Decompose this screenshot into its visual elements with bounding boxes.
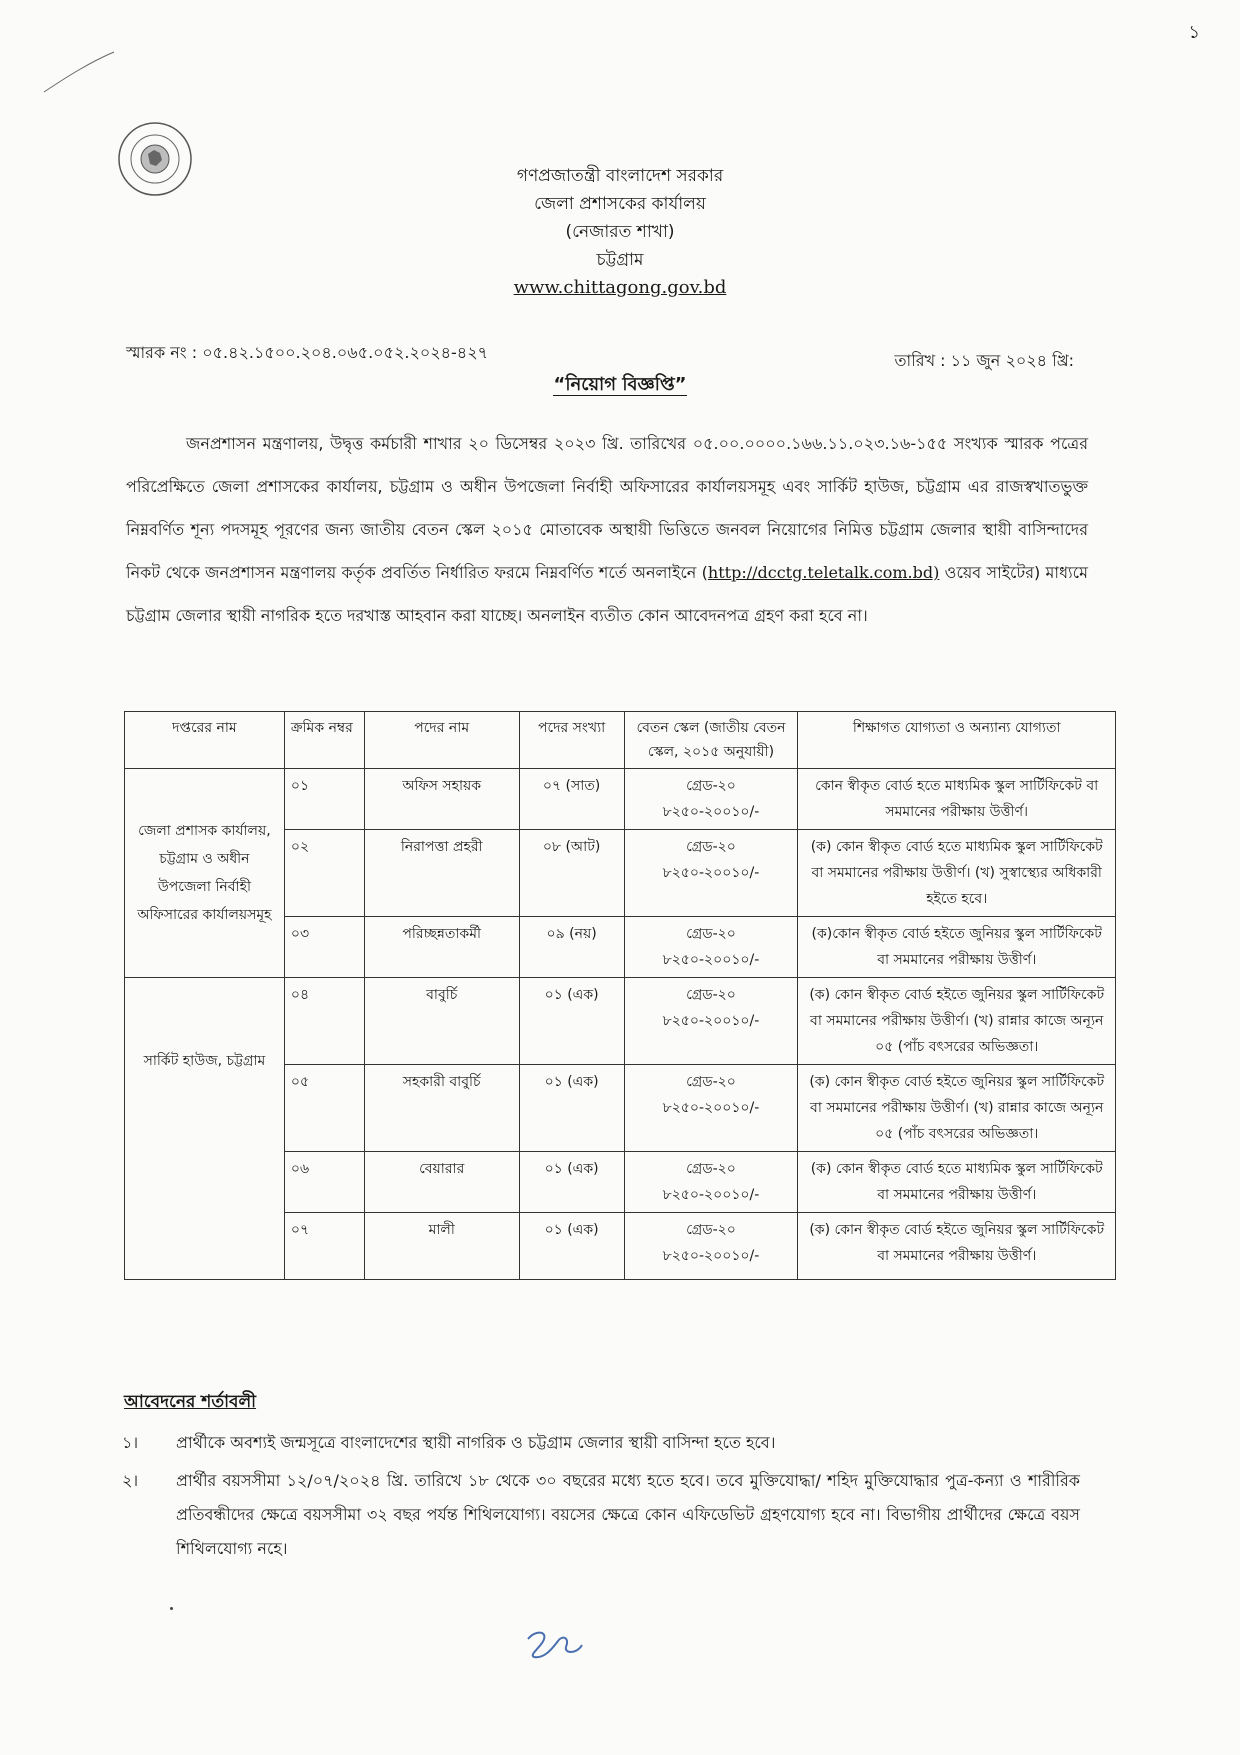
scale-cell [624,830,798,917]
pay-text: ৮২৫০-২০০১০/- [662,865,760,881]
serial-cell: ০২ [284,830,364,917]
qualification-cell: (ক) কোন স্বীকৃত বোর্ড হইতে জুনিয়র স্কুল সার্টিফিকেট বা সমমানের পরীক্ষায় উত্তীর্ণ। [798,1213,1116,1280]
post-cell: নিরাপত্তা প্রহরী [364,830,519,917]
post-cell: মালী [364,1213,519,1280]
count-cell: ০১ (এক) [519,1213,624,1280]
count-cell: ০১ (এক) [519,1065,624,1152]
header-count: পদের সংখ্যা [519,712,624,769]
pay-text: ৮২৫০-২০০১০/- [662,1187,760,1203]
condition-item [122,1464,1082,1574]
post-cell: বাবুর্চি [364,978,519,1065]
header-website-link[interactable]: www.chittagong.gov.bd [513,277,727,298]
office-name-cell: জেলা প্রশাসক কার্যালয়, চট্টগ্রাম ও অধীন উপজেলা নির্বাহী অফিসারের কার্যালয়সমূহ [125,769,285,978]
scale-cell [624,917,798,978]
serial-cell: ০৭ [284,1213,364,1280]
table-row [125,769,1116,830]
scale-cell [624,769,798,830]
header-serial: ক্রমিক নম্বর [284,712,364,769]
grade-text: গ্রেড-২০ [686,926,736,942]
pay-text: ৮২৫০-২০০১০/- [662,804,760,820]
serial-cell: ০৫ [284,1065,364,1152]
grade-text: গ্রেড-২০ [686,839,736,855]
office-name-cell: সার্কিট হাউজ, চট্টগ্রাম [125,978,285,1280]
header-office: দপ্তরের নাম [125,712,285,769]
ink-dot [170,1607,173,1610]
pen-stroke-mark [40,48,120,98]
intro-paragraph [126,422,1088,637]
header-post: পদের নাম [364,712,519,769]
grade-text: গ্রেড-২০ [686,1161,736,1177]
header-city: চট্টগ্রাম [596,250,644,270]
header-section: (নেজারত শাখা) [565,222,675,242]
condition-number: ১। [122,1433,139,1452]
count-cell: ০৭ (সাত) [519,769,624,830]
application-link[interactable]: http://dcctg.teletalk.com.bd) [707,563,940,582]
serial-cell: ০৩ [284,917,364,978]
post-cell: পরিচ্ছন্নতাকর্মী [364,917,519,978]
document-header [0,162,1240,302]
pay-text: ৮২৫০-২০০১০/- [662,1248,760,1264]
qualification-cell: (ক)কোন স্বীকৃত বোর্ড হইতে জুনিয়র স্কুল সার্টিফিকেট বা সমমানের পরীক্ষায় উত্তীর্ণ। [798,917,1116,978]
qualification-cell: (ক) কোন স্বীকৃত বোর্ড হতে মাধ্যমিক স্কুল সার্টিফিকেট বা সমমানের পরীক্ষায় উত্তীর্ণ। [798,1152,1116,1213]
serial-cell: ০১ [284,769,364,830]
notice-title-text: “নিয়োগ বিজ্ঞপ্তি” [553,374,687,395]
condition-item [122,1426,1082,1460]
condition-number: ২। [122,1471,139,1490]
qualification-cell: (ক) কোন স্বীকৃত বোর্ড হইতে জুনিয়র স্কুল সার্টিফিকেট বা সমমানের পরীক্ষায় উত্তীর্ণ। (খ) রান্নার কাজে অন্যূন ০৫ (পাঁচ বৎসরের অভিজ্ঞতা। [798,978,1116,1065]
grade-text: গ্রেড-২০ [686,778,736,794]
grade-text: গ্রেড-২০ [686,987,736,1003]
scale-cell [624,1213,798,1280]
pay-text: ৮২৫০-২০০১০/- [662,952,760,968]
header-qualification: শিক্ষাগত যোগ্যতা ও অন্যান্য যোগ্যতা [798,712,1116,769]
notice-title [0,370,1240,401]
count-cell: ০১ (এক) [519,1152,624,1213]
vacancy-table [124,711,1116,1280]
scale-cell [624,1065,798,1152]
qualification-cell: (ক) কোন স্বীকৃত বোর্ড হতে মাধ্যমিক স্কুল সার্টিফিকেট বা সমমানের পরীক্ষায় উত্তীর্ণ। (খ) সুস্বাস্থ্যের অধিকারী হইতে হবে। [798,830,1116,917]
post-cell: সহকারী বাবুর্চি [364,1065,519,1152]
intro-text-after: ওয়েব সাইটের) মাধ্যমে চট্টগ্রাম জেলার স্থায়ী নাগরিক হতে দরখাস্ত আহবান করা যাচ্ছে। অনলাইন ব্যতীত কোন আবেদনপত্র গ্রহণ করা হবে না। [126,563,1088,625]
scale-cell [624,1152,798,1213]
memo-number: স্মারক নং : ০৫.৪২.১৫০০.২০৪.০৬৫.০৫২.২০২৪-৪২৭ [126,343,488,362]
scale-cell [624,978,798,1065]
count-cell: ০৯ (নয়) [519,917,624,978]
qualification-cell: (ক) কোন স্বীকৃত বোর্ড হইতে জুনিয়র স্কুল সার্টিফিকেট বা সমমানের পরীক্ষায় উত্তীর্ণ। (খ) রান্নার কাজে অন্যূন ০৫ (পাঁচ বৎসরের অভিজ্ঞতা। [798,1065,1116,1152]
handwritten-initial [522,1625,592,1665]
post-cell: অফিস সহায়ক [364,769,519,830]
count-cell: ০৮ (আট) [519,830,624,917]
pay-text: ৮২৫০-২০০১০/- [662,1013,760,1029]
serial-cell: ০৬ [284,1152,364,1213]
header-government: গণপ্রজাতন্ত্রী বাংলাদেশ সরকার [516,166,724,186]
serial-cell: ০৪ [284,978,364,1065]
condition-text: প্রার্থীকে অবশ্যই জন্মসূত্রে বাংলাদেশের স্থায়ী নাগরিক ও চট্টগ্রাম জেলার স্থায়ী বাসিন্দা হতে হবে। [176,1433,776,1452]
grade-text: গ্রেড-২০ [686,1222,736,1238]
header-scale: বেতন স্কেল (জাতীয় বেতন স্কেল, ২০১৫ অনুযায়ী) [624,712,798,769]
conditions-title: আবেদনের শর্তাবলী [124,1392,257,1412]
condition-text: প্রার্থীর বয়সসীমা ১২/০৭/২০২৪ খ্রি. তারিখে ১৮ থেকে ৩০ বছরের মধ্যে হতে হবে। তবে মুক্তিযোদ্ধা/ শহিদ মুক্তিযোদ্ধার পুত্র-কন্যা ও শারীরিক প্রতিবন্ধীদের ক্ষেত্রে বয়সসীমা ৩২ বছর পর্যন্ত শিথিলযোগ্য। বয়সের ক্ষেত্রে কোন এফিডেভিট গ্রহণযোগ্য হবে না। বিভাগীয় প্রার্থীদের ক্ষেত্রে বয়স শিথিলযোগ্য নহে। [176,1471,1080,1558]
memo-date: তারিখ : ১১ জুন ২০২৪ খ্রি: [894,351,1074,370]
pay-text: ৮২৫০-২০০১০/- [662,1100,760,1116]
header-office: জেলা প্রশাসকের কার্যালয় [534,194,706,214]
post-cell: বেয়ারার [364,1152,519,1213]
grade-text: গ্রেড-২০ [686,1074,736,1090]
table-header-row [125,712,1116,769]
table-row [125,978,1116,1065]
qualification-cell: কোন স্বীকৃত বোর্ড হতে মাধ্যমিক স্কুল সার্টিফিকেট বা সমমানের পরীক্ষায় উত্তীর্ণ। [798,769,1116,830]
count-cell: ০১ (এক) [519,978,624,1065]
page-number: ১ [1188,22,1200,43]
intro-text-before: জনপ্রশাসন মন্ত্রণালয়, উদ্বৃত্ত কর্মচারী শাখার ২০ ডিসেম্বর ২০২৩ খ্রি. তারিখের ০৫.০০.০০০০.১৬৬.১১.০২৩.১৬-১৫৫ সংখ্যক স্মারক পত্রের পরিপ্রেক্ষিতে জেলা প্রশাসকের কার্যালয়, চট্টগ্রাম ও অধীন উপজেলা নির্বাহী অফিসারের কার্যালয়সমূহ এবং সার্কিট হাউজ, চট্টগ্রাম এর রাজস্বখাতভুক্ত নিম্নবর্ণিত শূন্য পদসমূহ পূরণের জন্য জাতীয় বেতন স্কেল ২০১৫ মোতাবেক অস্থায়ী ভিত্তিতে জনবল নিয়োগের নিমিত্ত চট্টগ্রাম জেলার স্থায়ী বাসিন্দাদের নিকট থেকে জনপ্রশাসন মন্ত্রণালয় কর্তৃক প্রবর্তিত নির্ধারিত ফরমে নিম্নবর্ণিত শর্তে অনলাইনে ( [126,434,1088,582]
